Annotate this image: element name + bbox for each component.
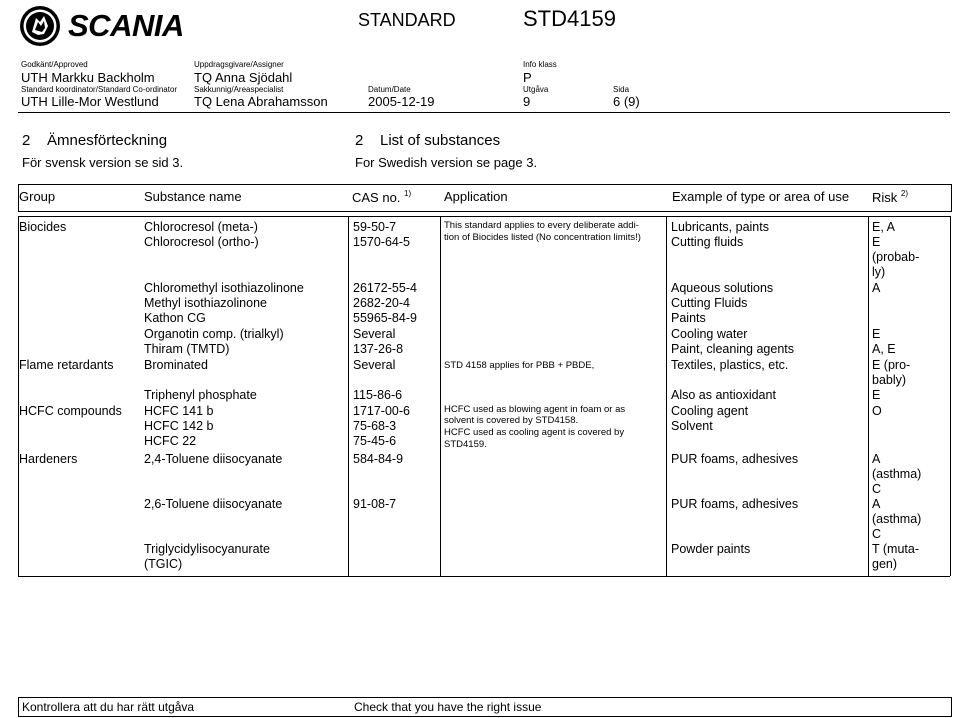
risk-r13-line2: (asthma) [872, 467, 922, 481]
risk-r1: E, A [872, 220, 895, 234]
date-value: 2005-12-19 [368, 94, 435, 109]
col-risk-footnote: 2) [900, 189, 909, 198]
assigner-value: TQ Anna Sjödahl [194, 70, 293, 85]
risk-r14-line2: (asthma) [872, 512, 922, 526]
edition-value: 9 [523, 94, 531, 109]
table-right-rule [950, 216, 951, 576]
example-r15: Powder paints [671, 542, 751, 556]
substance-r14: 2,6-Toluene diisocyanate [144, 497, 283, 511]
risk-r2-line2: (probab- [872, 250, 920, 264]
doc-type: STANDARD [358, 10, 456, 30]
date-label: Datum/Date [368, 85, 411, 94]
table-bottom-rule [18, 576, 950, 577]
doc-number: STD4159 [523, 6, 616, 31]
application-hcfc-line4: STD4159. [444, 439, 487, 450]
substance-r3: Chloromethyl isothiazolinone [144, 281, 304, 295]
info-class-label: Info klass [523, 60, 557, 69]
section-title-sv: 2 Ämnesförteckning [22, 132, 168, 149]
specialist-label: Sakkunnig/Areaspecialist [194, 85, 284, 94]
scania-logo [18, 2, 188, 50]
col-risk [872, 189, 908, 205]
col-sep-application [440, 216, 441, 576]
example-r10: Cooling agent [671, 404, 749, 418]
example-r6: Cooling water [671, 327, 748, 341]
substance-r2: Chlorocresol (ortho-) [144, 235, 259, 249]
cas-r4: 2682-20-4 [353, 296, 410, 310]
substance-r10: HCFC 141 b [144, 404, 214, 418]
approved-label: Godkänt/Approved [21, 60, 88, 69]
cas-r6: Several [353, 327, 396, 341]
group-flame-retardants: Flame retardants [19, 358, 114, 372]
substance-r15-line2: (TGIC) [144, 557, 183, 571]
substance-r6: Organotin comp. (trialkyl) [144, 327, 284, 341]
substance-r1: Chlorocresol (meta-) [144, 220, 258, 234]
cas-r11: 75-68-3 [353, 419, 397, 433]
risk-r3: A [872, 281, 881, 295]
substance-r5: Kathon CG [144, 311, 206, 325]
col-substance: Substance name [144, 189, 242, 204]
specialist-value: TQ Lena Abrahamsson [194, 94, 328, 109]
col-application: Application [444, 189, 508, 204]
cas-r3: 26172-55-4 [353, 281, 417, 295]
example-r13: PUR foams, adhesives [671, 452, 799, 466]
cas-r8: Several [353, 358, 396, 372]
info-class-value: P [523, 70, 532, 85]
example-r9: Also as antioxidant [671, 388, 776, 402]
substance-r13: 2,4-Toluene diisocyanate [144, 452, 283, 466]
table-header [18, 184, 952, 212]
risk-r2-line1: E [872, 235, 881, 249]
risk-r10: O [872, 404, 882, 418]
substance-r12: HCFC 22 [144, 434, 197, 448]
example-r7: Paint, cleaning agents [671, 342, 795, 356]
substance-r8: Brominated [144, 358, 208, 372]
footer-note-sv: Kontrollera att du har rätt utgåva [22, 700, 195, 714]
col-cas-label: CAS no. [352, 190, 401, 205]
substance-r4: Methyl isothiazolinone [144, 296, 267, 310]
cas-r9: 115-86-6 [353, 388, 403, 402]
substance-r11: HCFC 142 b [144, 419, 214, 433]
example-r14: PUR foams, adhesives [671, 497, 799, 511]
example-r8: Textiles, plastics, etc. [671, 358, 789, 372]
risk-r13-line3: C [872, 482, 882, 496]
cas-r2: 1570-64-5 [353, 235, 410, 249]
cas-r7: 137-26-8 [353, 342, 404, 356]
edition-label: Utgåva [523, 85, 549, 94]
risk-r15-line1: T (muta- [872, 542, 919, 556]
footer-note-en: Check that you have the right issue [354, 700, 542, 714]
cas-r12: 75-45-6 [353, 434, 397, 448]
cas-r10: 1717-00-6 [353, 404, 410, 418]
section-title-en: 2 List of substances [355, 132, 501, 149]
application-biocides-line2: tion of Biocides listed (No concentration limits!) [444, 232, 641, 243]
example-r4: Cutting Fluids [671, 296, 748, 310]
col-risk-label: Risk [872, 190, 898, 205]
application-biocides-line1: This standard applies to every deliberate addi- [444, 220, 639, 231]
assigner-label: Uppdragsgivare/Assigner [194, 60, 284, 69]
application-hcfc-line1: HCFC used as blowing agent in foam or as [444, 404, 626, 415]
cas-r5: 55965-84-9 [353, 311, 417, 325]
risk-r8-line2: bably) [872, 373, 907, 387]
col-example: Example of type or area of use [672, 189, 850, 204]
substance-r15-line1: Triglycidylisocyanurate [144, 542, 270, 556]
coordinator-value: UTH Lille-Mor Westlund [21, 94, 159, 109]
col-sep-risk [868, 216, 869, 576]
cas-r13: 584-84-9 [353, 452, 404, 466]
page-value: 6 (9) [613, 94, 640, 109]
col-cas-footnote: 1) [404, 189, 412, 198]
page-label: Sida [613, 85, 630, 94]
example-r2: Cutting fluids [671, 235, 744, 249]
col-cas [352, 189, 411, 205]
substance-r7: Thiram (TMTD) [144, 342, 230, 356]
group-hardeners: Hardeners [19, 452, 78, 466]
group-biocides: Biocides [19, 220, 67, 234]
coordinator-label: Standard koordinator/Standard Co-ordinator [21, 85, 178, 94]
risk-r9: E [872, 388, 881, 402]
substance-r9: Triphenyl phosphate [144, 388, 257, 402]
risk-r2-line3: ly) [872, 265, 886, 279]
risk-r15-line2: gen) [872, 557, 898, 571]
col-sep-cas [348, 216, 349, 576]
col-group: Group [19, 189, 56, 204]
risk-r14-line1: A [872, 497, 881, 511]
group-hcfc: HCFC compounds [19, 404, 122, 418]
table-left-rule [18, 216, 19, 576]
application-hcfc-line2: solvent is covered by STD4158. [444, 415, 579, 426]
application-flame: STD 4158 applies for PBB + PBDE, [444, 360, 595, 371]
footer-box [18, 697, 952, 717]
example-r1: Lubricants, paints [671, 220, 769, 234]
risk-r8-line1: E (pro- [872, 358, 911, 372]
cas-r1: 59-50-7 [353, 220, 397, 234]
risk-r6: E [872, 327, 881, 341]
table-top-rule [18, 216, 950, 217]
col-sep-example [666, 216, 667, 576]
application-hcfc-line3: HCFC used as cooling agent is covered by [444, 427, 625, 438]
brand-wordmark: SCANIA [68, 8, 184, 43]
example-r5: Paints [671, 311, 706, 325]
risk-r13-line1: A [872, 452, 881, 466]
example-r11: Solvent [671, 419, 713, 433]
approved-value: UTH Markku Backholm [21, 70, 155, 85]
header-divider [18, 112, 950, 113]
risk-r7: A, E [872, 342, 896, 356]
section-note-sv: För svensk version se sid 3. [22, 155, 184, 170]
example-r3: Aqueous solutions [671, 281, 774, 295]
cas-r14: 91-08-7 [353, 497, 397, 511]
section-note-en: For Swedish version se page 3. [355, 155, 538, 170]
risk-r14-line3: C [872, 527, 882, 541]
